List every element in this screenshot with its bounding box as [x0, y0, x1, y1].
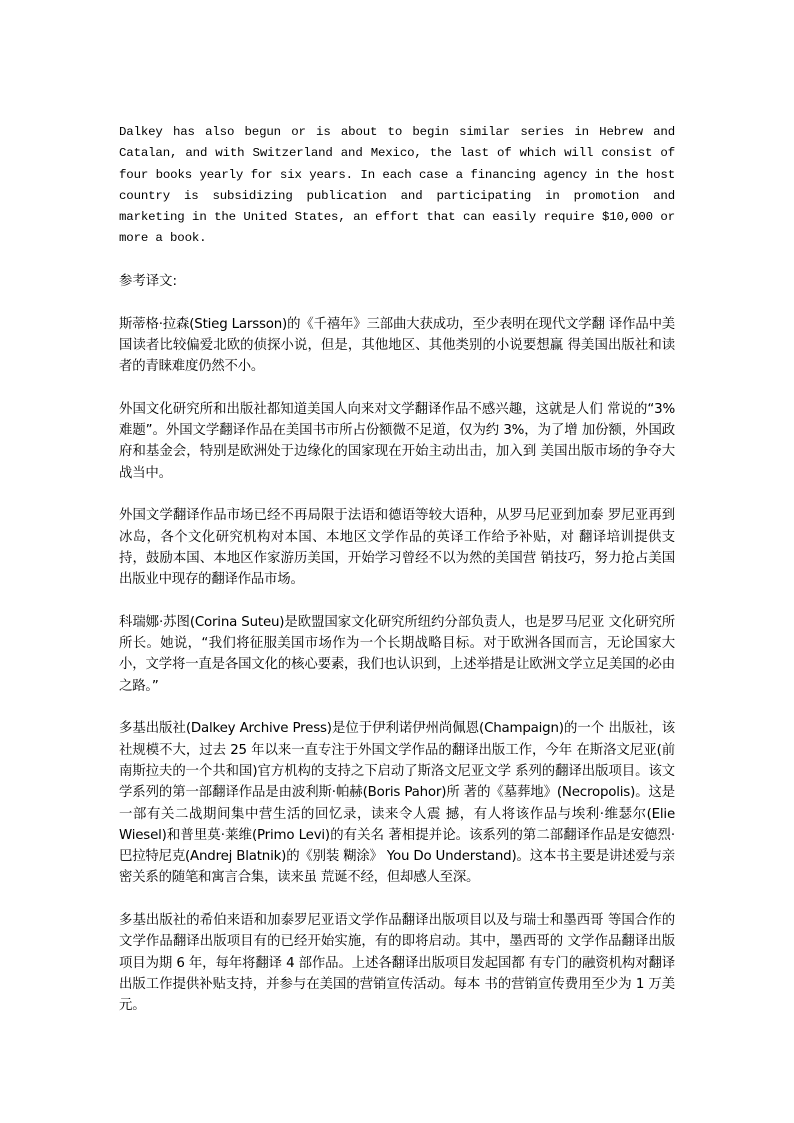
english-source-paragraph: Dalkey has also begun or is about to begin similar series in Hebrew and Catalan, and with Switzerland and Mexico, the last of which will consist of four books yearly for six years. In each case a financing agency in the host country is subsidizing publication and participating in promotion and marketing in the United States, an effort that can easily require $10,000 or more a book. — [119, 125, 675, 246]
spacer — [119, 697, 675, 718]
spacer — [119, 591, 675, 612]
spacer — [119, 889, 675, 910]
translation-paragraph-5: 多基出版社(Dalkey Archive Press)是位于伊利诺伊州尚佩恩(Champaign)的一个 出版社，该社规模不大，过去 25 年以来一直专注于外国文学作品的翻译出版工作，今年 在斯洛文尼亚(前南斯拉夫的一个共和国)官方机构的支持之下启动了斯洛文尼亚文学 系列的翻译出版项目。该文学系列的第一部翻译作品是由波利斯·帕赫(Boris Pahor)所 著的《墓葬地》(Necropolis)。这是一部有关二战期间集中营生活的回忆录，读来令人震 撼，有人将该作品与埃利·维瑟尔(Elie Wiesel)和普里莫·莱维(Primo Levi)的有关名 著相提并论。该系列的第二部翻译作品是安德烈·巴拉特尼克(Andrej Blatnik)的《别装 糊涂》 You Do Understand)。这本书主要是讲述爱与亲密关系的随笔和寓言合集，读来虽 荒诞不经，但却感人至深。 — [119, 721, 675, 886]
document-page — [119, 122, 675, 1016]
translation-paragraph-1: 斯蒂格·拉森(Stieg Larsson)的《千禧年》三部曲大获成功，至少表明在现代文学翻 译作品中美国读者比较偏爱北欧的侦探小说，但是，其他地区、其他类别的小说要想赢 得美国出版社和读者的青睐难度仍然不小。 — [119, 316, 675, 375]
spacer — [119, 484, 675, 505]
spacer — [119, 378, 675, 399]
reference-translation-label: 参考译文: — [119, 274, 178, 290]
spacer — [119, 292, 675, 313]
spacer — [119, 250, 675, 271]
translation-paragraph-4: 科瑞娜·苏图(Corina Suteu)是欧盟国家文化研究所纽约分部负责人，也是罗马尼亚 文化研究所所长。她说，“我们将征服美国市场作为一个长期战略目标。对于欧洲各国而言，无论国家大小，文学将一直是各国文化的核心要素，我们也认识到，上述举措是让欧洲文学立足美国的必由之路。” — [119, 614, 675, 694]
translation-paragraph-6: 多基出版社的希伯来语和加泰罗尼亚语文学作品翻译出版项目以及与瑞士和墨西哥 等国合作的文学作品翻译出版项目有的已经开始实施，有的即将启动。其中，墨西哥的 文学作品翻译出版项目为期 6 年，每年将翻译 4 部作品。上述各翻译出版项目发起国都 有专门的融资机构对翻译出版工作提供补贴支持，并参与在美国的营销宣传活动。每本 书的营销宣传费用至少为 1 万美元。 — [119, 912, 675, 1014]
translation-paragraph-3: 外国文学翻译作品市场已经不再局限于法语和德语等较大语种，从罗马尼亚到加泰 罗尼亚再到冰岛，各个文化研究机构对本国、本地区文学作品的英译工作给予补贴，对 翻译培训提供支持，鼓励本国、本地区作家游历美国，开始学习曾经不以为然的美国营 销技巧，努力抢占美国出版业中现存的翻译作品市场。 — [119, 508, 675, 588]
translation-paragraph-2: 外国文化研究所和出版社都知道美国人向来对文学翻译作品不感兴趣，这就是人们 常说的“3%难题”。外国文学翻译作品在美国书市所占份额微不足道，仅为约 3%，为了增 加份额，外国政府和基金会，特别是欧洲处于边缘化的国家现在开始主动出击，加入到 美国出版市场的争夺大战当中。 — [119, 401, 675, 481]
